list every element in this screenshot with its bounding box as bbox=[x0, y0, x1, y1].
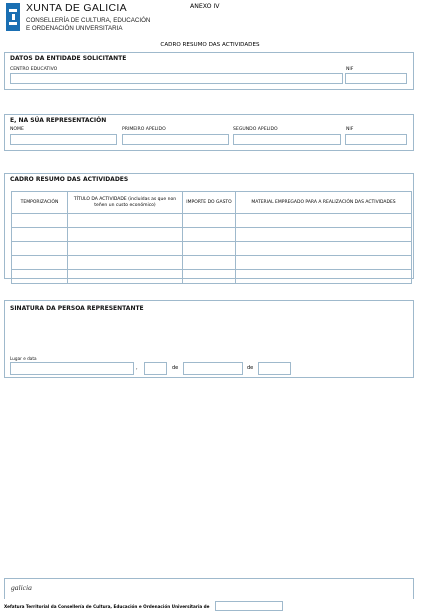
table-cell[interactable] bbox=[183, 270, 236, 284]
table-cell[interactable] bbox=[68, 242, 183, 256]
name-label: NOME bbox=[10, 127, 24, 132]
territorial-office-label: Xefatura Territorial da Consellería de Cultura, Educación e Ordenación Universitaria de bbox=[4, 604, 210, 609]
surname2-label: SEGUNDO APELIDO bbox=[233, 127, 278, 132]
table-cell[interactable] bbox=[68, 214, 183, 228]
table-cell[interactable] bbox=[12, 228, 68, 242]
column-header: TEMPORIZACIÓN bbox=[12, 192, 68, 214]
department-line-1: CONSELLERÍA DE CULTURA, EDUCACIÓN bbox=[26, 17, 151, 24]
activities-section-title: CADRO RESUMO DAS ACTIVIDADES bbox=[10, 176, 129, 183]
column-header: TÍTULO DA ACTIVIDADE (incluídas as que non teñen un custo económico) bbox=[68, 192, 183, 214]
table-cell[interactable] bbox=[236, 270, 412, 284]
surname2-field[interactable] bbox=[233, 134, 341, 145]
table-cell[interactable] bbox=[68, 228, 183, 242]
representative-section-title: E, NA SÚA REPRESENTACIÓN bbox=[10, 117, 107, 124]
column-header: MATERIAL EMPREGADO PARA A REALIZACIÓN DAS ACTIVIDADES bbox=[236, 192, 412, 214]
name-field[interactable] bbox=[10, 134, 117, 145]
table-cell[interactable] bbox=[12, 256, 68, 270]
xunta-logo-icon bbox=[6, 3, 20, 31]
table-cell[interactable] bbox=[183, 256, 236, 270]
signature-section-title: SINATURA DA PERSOA REPRESENTANTE bbox=[10, 305, 144, 312]
surname1-field[interactable] bbox=[122, 134, 229, 145]
center-label: CENTRO EDUCATIVO bbox=[10, 67, 58, 72]
activities-header-row bbox=[12, 192, 412, 214]
department-line-2: E ORDENACIÓN UNIVERSITARIA bbox=[26, 24, 123, 32]
day-field[interactable] bbox=[144, 362, 167, 375]
table-cell[interactable] bbox=[12, 242, 68, 256]
table-cell[interactable] bbox=[68, 256, 183, 270]
table-row bbox=[12, 256, 412, 270]
surname1-label: PRIMEIRO APELIDO bbox=[122, 127, 166, 132]
entity-section-title: DATOS DA ENTIDADE SOLICITANTE bbox=[10, 55, 127, 62]
table-cell[interactable] bbox=[236, 242, 412, 256]
annex-label: ANEXO IV bbox=[190, 3, 220, 10]
column-header: IMPORTE DO GASTO bbox=[183, 192, 236, 214]
representative-section bbox=[4, 114, 414, 151]
table-cell[interactable] bbox=[183, 228, 236, 242]
place-field[interactable] bbox=[10, 362, 134, 375]
document-title: CADRO RESUMO DAS ACTIVIDADES bbox=[160, 42, 260, 48]
footer-logo-bar bbox=[4, 578, 414, 599]
galicia-logo: galicia bbox=[11, 583, 32, 592]
table-cell[interactable] bbox=[68, 270, 183, 284]
territorial-office-field[interactable] bbox=[215, 601, 283, 611]
entity-nif-label: NIF bbox=[346, 67, 354, 72]
table-row bbox=[12, 270, 412, 284]
representative-nif-label: NIF bbox=[346, 127, 354, 132]
table-cell[interactable] bbox=[183, 242, 236, 256]
activities-table bbox=[11, 191, 412, 284]
department-name bbox=[26, 17, 176, 32]
table-cell[interactable] bbox=[236, 256, 412, 270]
month-field[interactable] bbox=[183, 362, 243, 375]
table-cell[interactable] bbox=[236, 228, 412, 242]
entity-section bbox=[4, 52, 414, 90]
de-separator-1: de bbox=[172, 365, 179, 371]
year-field[interactable] bbox=[258, 362, 291, 375]
table-row bbox=[12, 214, 412, 228]
activities-section bbox=[4, 173, 414, 279]
table-row bbox=[12, 228, 412, 242]
signature-section bbox=[4, 300, 414, 378]
center-field[interactable] bbox=[10, 73, 343, 84]
de-separator-2: de bbox=[247, 365, 254, 371]
table-cell[interactable] bbox=[12, 270, 68, 284]
table-row bbox=[12, 242, 412, 256]
table-cell[interactable] bbox=[183, 214, 236, 228]
table-cell[interactable] bbox=[236, 214, 412, 228]
entity-nif-field[interactable] bbox=[345, 73, 407, 84]
brand-name: XUNTA DE GALICIA bbox=[26, 2, 127, 14]
place-date-label: Lugar e data bbox=[10, 356, 37, 361]
table-cell[interactable] bbox=[12, 214, 68, 228]
comma-separator: , bbox=[136, 365, 138, 371]
representative-nif-field[interactable] bbox=[345, 134, 407, 145]
